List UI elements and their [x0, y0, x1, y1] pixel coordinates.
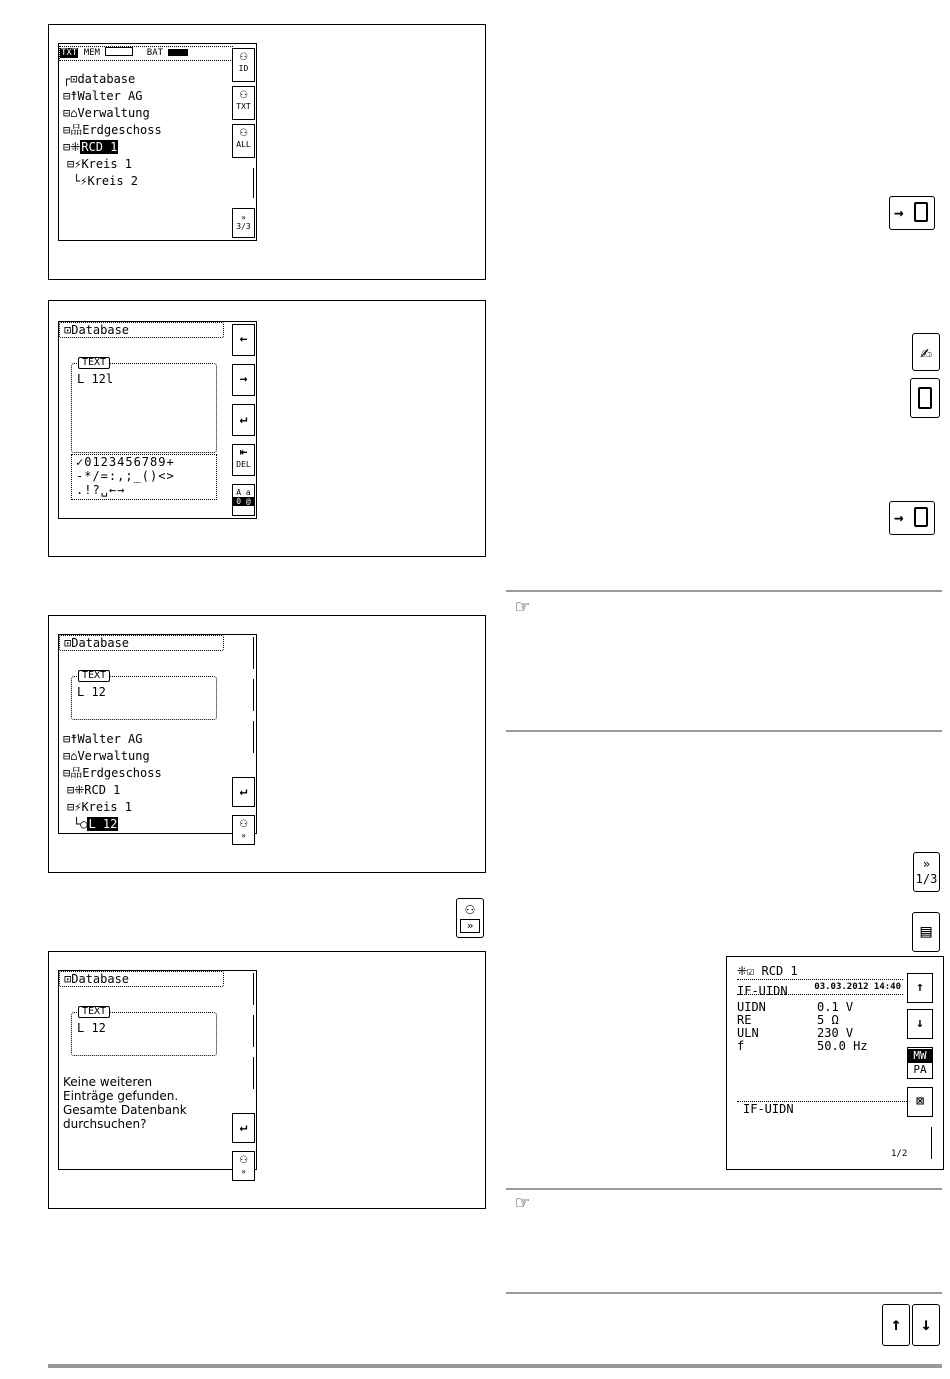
binoculars-icon: ⚇: [239, 816, 248, 831]
header-box: [59, 322, 224, 338]
customer-icon: ⊟☨: [63, 89, 78, 103]
search-all-button[interactable]: ⚇ ALL: [232, 124, 255, 158]
backspace-icon: ⇤: [239, 445, 248, 460]
tree-node[interactable]: ⊟⁜RCD 1: [67, 783, 121, 797]
figure-panel-search-result: [48, 615, 486, 873]
arrow-down-icon-button: [912, 1304, 940, 1346]
device-screen: [58, 43, 257, 241]
delete-icon: ⊠: [916, 1094, 924, 1109]
device-screen: [58, 970, 257, 1176]
building-icon: ⊟⌂: [63, 749, 78, 763]
pointing-hand-icon: ☞: [516, 595, 530, 620]
tree-node[interactable]: ⊟⚡Kreis 1: [67, 157, 133, 171]
figure-panel-no-more-results: [48, 951, 486, 1209]
scrollbar[interactable]: [253, 637, 256, 669]
enter-button[interactable]: [232, 1113, 255, 1143]
search-id-button[interactable]: ⚇ ID: [232, 48, 255, 82]
rcd-icon: ⁜☑: [737, 964, 755, 978]
device-screen: [58, 321, 257, 519]
enter-button[interactable]: [232, 404, 255, 436]
floppy-disk-icon: [914, 202, 928, 222]
arrow-right-icon: →: [894, 203, 904, 222]
mem-gauge: [105, 47, 133, 56]
arrow-up-icon-button: [882, 1304, 910, 1346]
search-next-button[interactable]: ⚇ »: [232, 815, 255, 845]
database-icon: ⊡: [64, 323, 72, 337]
status-bar: [59, 46, 233, 61]
arrow-down-icon: ↓: [920, 1314, 932, 1335]
circuit-icon: ⊟⚡: [67, 800, 82, 814]
page-indicator-button: » 1/3: [913, 852, 940, 892]
cursor-left-button[interactable]: [232, 324, 255, 356]
input-value: L 12l: [77, 372, 114, 386]
floppy-disk-icon-button: [910, 378, 940, 418]
enter-button[interactable]: [232, 777, 255, 807]
text-input[interactable]: TEXT L 12: [71, 676, 217, 720]
rcd-icon: ⊟⁜: [67, 783, 85, 797]
customer-icon: ⊟☨: [63, 732, 78, 746]
arrow-down-icon: ↓: [916, 1016, 924, 1031]
floppy-disk-icon: [914, 507, 928, 527]
value-row: UIDN 0.1 V: [737, 1000, 854, 1014]
page-indicator: 1/2: [891, 1149, 908, 1159]
tree-node[interactable]: ⊟品Erdgeschoss: [63, 766, 162, 780]
building-icon: ⊟⌂: [63, 106, 78, 120]
value-row: f 50.0 Hz: [737, 1039, 868, 1053]
next-page-button[interactable]: » 3/3: [232, 208, 255, 238]
mw-pa-button[interactable]: MW PA: [907, 1047, 933, 1079]
tree-node-selected[interactable]: ⊟⁜RCD 1: [63, 140, 118, 154]
tree-node[interactable]: ⊟⌂Verwaltung: [63, 749, 150, 763]
input-value: L 12: [77, 1021, 106, 1035]
input-value: L 12: [77, 685, 106, 699]
header-box: [59, 635, 224, 651]
arrow-up-icon: ↑: [916, 980, 924, 995]
case-toggle-button[interactable]: A a 0 @: [232, 484, 255, 516]
scrollbar[interactable]: [253, 721, 256, 753]
keyboard-row[interactable]: .!?␣←→: [76, 483, 126, 497]
footer-mode: IF-UIDN: [737, 1101, 909, 1116]
scroll-down-button[interactable]: [907, 1009, 933, 1039]
measurement-list-icon: [912, 912, 940, 952]
database-icon: ⊡: [64, 636, 72, 650]
figure-panel-tree: [48, 24, 486, 280]
bat-indicator: BAT: [146, 48, 164, 58]
tree-node[interactable]: └⚡Kreis 2: [73, 174, 139, 188]
scrollbar[interactable]: [253, 973, 256, 1005]
save-to-database-icon: [889, 501, 935, 535]
bat-gauge: [168, 49, 188, 56]
measurement-screen: [726, 956, 944, 1170]
tree-node[interactable]: ⊟⌂Verwaltung: [63, 106, 150, 120]
virtual-keyboard[interactable]: [71, 454, 217, 500]
tree-node-selected[interactable]: └○L 12: [73, 817, 118, 831]
page-bottom-rule: [48, 1364, 942, 1368]
database-tree: [63, 71, 162, 190]
scrollbar[interactable]: [253, 1015, 256, 1047]
timestamp: 03.03.2012 14:40: [814, 982, 901, 992]
divider: [506, 1292, 942, 1294]
tree-node[interactable]: ⊟☨Walter AG: [63, 89, 143, 103]
binoculars-icon: ⚇: [465, 899, 475, 918]
scrollbar[interactable]: [253, 1057, 256, 1089]
divider: [506, 590, 942, 592]
header-box: [59, 971, 224, 987]
arrow-right-icon: →: [894, 508, 904, 527]
distributor-icon: ⊟品: [63, 766, 83, 780]
binoculars-icon: ⚇: [239, 125, 248, 140]
rcd-icon: ⊟⁜: [63, 140, 81, 154]
arrow-left-icon: ←: [239, 332, 248, 347]
search-next-icon-button: [456, 898, 484, 938]
cursor-right-button[interactable]: [232, 364, 255, 396]
divider: [506, 1188, 942, 1190]
arrow-right-icon: →: [239, 372, 248, 387]
save-to-database-icon: [889, 196, 935, 230]
document-icon: ▤: [920, 921, 932, 942]
binoculars-icon: ⚇: [239, 87, 248, 102]
mem-indicator: MEM: [83, 48, 100, 58]
consumer-icon: └○: [73, 817, 88, 831]
database-tree: [63, 731, 162, 833]
tree-node[interactable]: ⊟☨Walter AG: [63, 732, 143, 746]
scrollbar[interactable]: [253, 168, 256, 198]
enter-icon: ↵: [239, 784, 248, 799]
figure-panel-text-entry: [48, 300, 486, 557]
text-input[interactable]: TEXT L 12l: [71, 363, 217, 453]
txt-indicator: TXT: [61, 48, 78, 58]
page-title: Database: [71, 636, 130, 650]
tree-node[interactable]: ⊟品Erdgeschoss: [63, 123, 162, 137]
scrollbar[interactable]: [253, 679, 256, 711]
search-next-button[interactable]: ⚇ »: [232, 1151, 255, 1181]
floppy-disk-icon: [918, 387, 932, 409]
search-message: Keine weiteren Einträge gefunden. Gesamte Datenbank durchsuchen?: [63, 1075, 187, 1131]
value-row: ULN 230 V: [737, 1026, 854, 1040]
device-screen: [58, 634, 257, 840]
tree-node[interactable]: ┌⊡database: [63, 72, 136, 86]
divider: [506, 730, 942, 732]
text-input[interactable]: TEXT L 12: [71, 1012, 217, 1056]
delete-button[interactable]: ⇤ DEL: [232, 444, 255, 476]
database-icon: ┌⊡: [63, 72, 78, 86]
measurement-title: ⁜☑ RCD 1: [737, 964, 798, 978]
double-arrow-icon: »: [460, 919, 480, 933]
edit-note-icon: [912, 333, 940, 371]
delete-measurement-button[interactable]: [907, 1087, 933, 1117]
arrow-up-icon: ↑: [890, 1314, 902, 1335]
value-row: RE 5 Ω: [737, 1013, 839, 1027]
circuit-icon: ⊟⚡: [67, 157, 82, 171]
enter-icon: ↵: [239, 412, 248, 427]
keyboard-row[interactable]: -*/=:,;_()<>: [76, 469, 175, 483]
pointing-hand-icon: ☞: [516, 1191, 530, 1216]
page-title: Database: [71, 323, 130, 337]
enter-icon: ↵: [239, 1120, 248, 1135]
page-title: Database: [71, 972, 130, 986]
database-icon: ⊡: [64, 972, 72, 986]
tree-node[interactable]: ⊟⚡Kreis 1: [67, 800, 133, 814]
keyboard-row[interactable]: ✓0123456789+: [76, 455, 175, 469]
circuit-icon: └⚡: [73, 174, 88, 188]
binoculars-icon: ⚇: [239, 1152, 248, 1167]
notepad-pen-icon: ✍: [919, 340, 933, 364]
measurement-mode-row: IF-UIDN 03.03.2012 14:40: [737, 979, 903, 995]
search-text-button[interactable]: ⚇ TXT: [232, 86, 255, 120]
scroll-up-button[interactable]: [907, 973, 933, 1003]
binoculars-icon: ⚇: [239, 49, 248, 64]
scrollbar[interactable]: [931, 1127, 934, 1159]
distributor-icon: ⊟品: [63, 123, 83, 137]
